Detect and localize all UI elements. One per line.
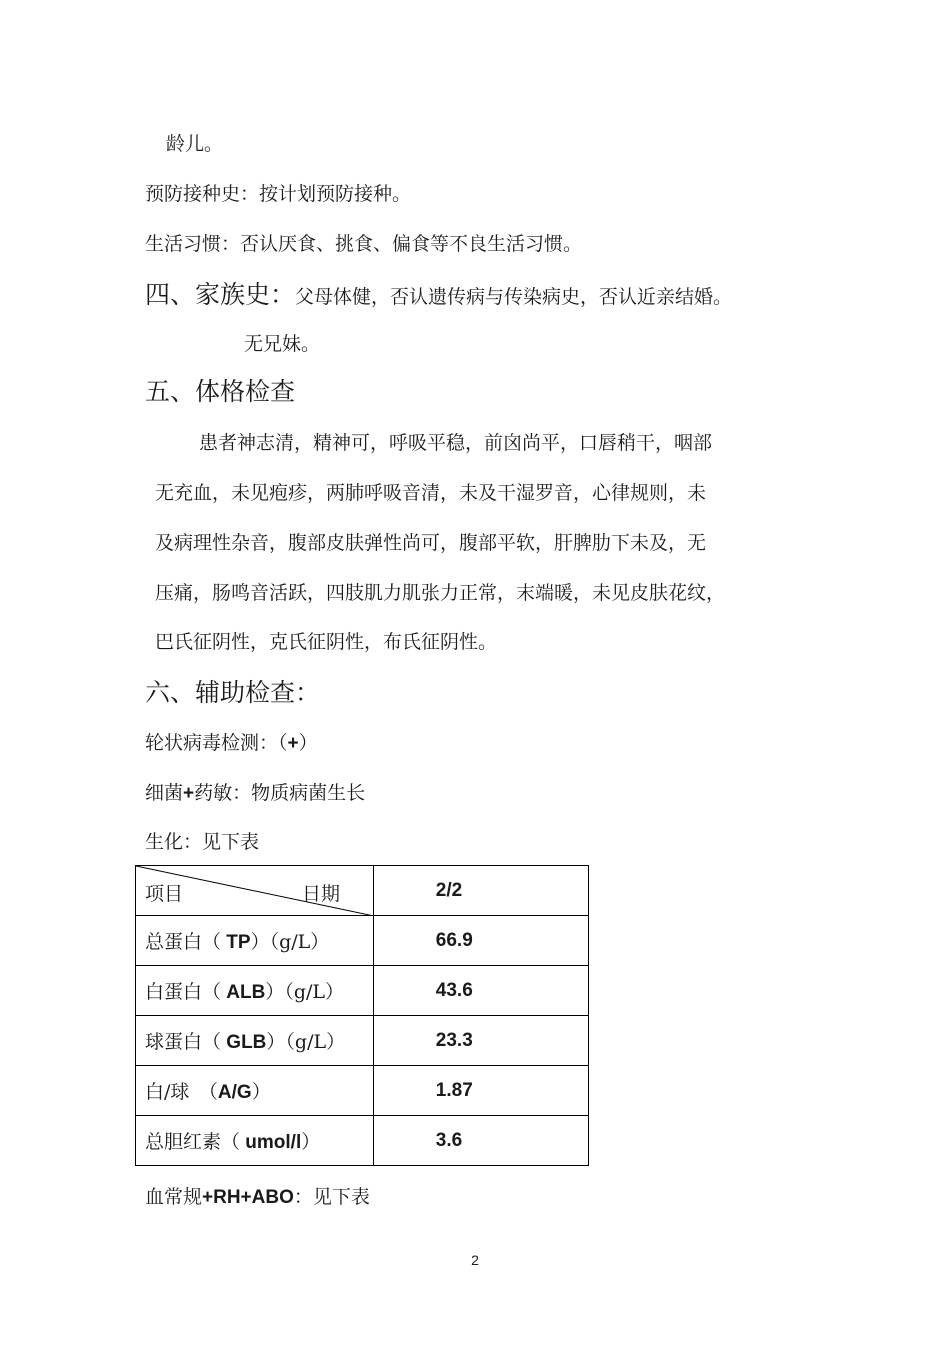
table-row: [136, 966, 589, 1016]
row-value: 3.6: [373, 1116, 588, 1166]
family-history: [145, 280, 732, 312]
table-row: [136, 1016, 589, 1066]
header-date: 日期: [302, 883, 341, 905]
table-row: [136, 1066, 589, 1116]
row-label: 总蛋白（ TP）（g/L）: [136, 916, 374, 966]
row-value: 23.3: [373, 1016, 588, 1066]
exam-line-5: 巴氏征阴性，克氏征阴性，布氏征阴性。: [155, 631, 498, 653]
bacteria-line: 细菌+药敏：物质病菌生长: [145, 782, 366, 804]
row-value: 1.87: [373, 1066, 588, 1116]
row-label: 白/球 （A/G）: [136, 1066, 374, 1116]
family-text: 父母体健，否认遗传病与传染病史，否认近亲结婚。: [295, 286, 733, 308]
exam-heading: 五、体格检查: [145, 377, 296, 406]
line-age: 龄儿。: [166, 133, 224, 155]
row-value: 43.6: [373, 966, 588, 1016]
rotavirus-line: 轮状病毒检测：（+）: [145, 732, 318, 754]
row-label: 白蛋白（ ALB）（g/L）: [136, 966, 374, 1016]
blood-routine-line: 血常规+RH+ABO：见下表: [145, 1186, 370, 1208]
table-header-cell: [136, 866, 374, 916]
family-siblings: 无兄妹。: [244, 333, 321, 355]
row-value: 66.9: [373, 916, 588, 966]
exam-line-1: 患者神志清，精神可，呼吸平稳，前囟尚平，口唇稍干，咽部: [199, 432, 713, 454]
table-row: [136, 916, 589, 966]
line-habits: 生活习惯：否认厌食、挑食、偏食等不良生活习惯。: [145, 233, 583, 255]
exam-line-2: 无充血，未见疱疹，两肺呼吸音清，未及干湿罗音，心律规则，未: [155, 482, 707, 504]
family-heading: 四、家族史：: [145, 280, 296, 309]
row-label: 球蛋白（ GLB）（g/L）: [136, 1016, 374, 1066]
header-item: 项目: [145, 883, 184, 905]
biochem-line: 生化：见下表: [145, 831, 260, 853]
line-vaccination: 预防接种史：按计划预防接种。: [145, 183, 412, 205]
header-value: 2/2: [373, 866, 588, 916]
row-label: 总胆红素（ umol/l）: [136, 1116, 374, 1166]
page-number: 2: [471, 1252, 479, 1268]
exam-line-3: 及病理性杂音，腹部皮肤弹性尚可，腹部平软，肝脾肋下未及，无: [155, 532, 707, 554]
table-header-row: [136, 866, 589, 916]
aux-heading: 六、辅助检查：: [145, 678, 321, 707]
biochem-table: [135, 865, 589, 1166]
exam-line-4: 压痛，肠鸣音活跃，四肢肌力肌张力正常，末端暖，未见皮肤花纹，: [155, 582, 726, 604]
table-row: [136, 1116, 589, 1166]
